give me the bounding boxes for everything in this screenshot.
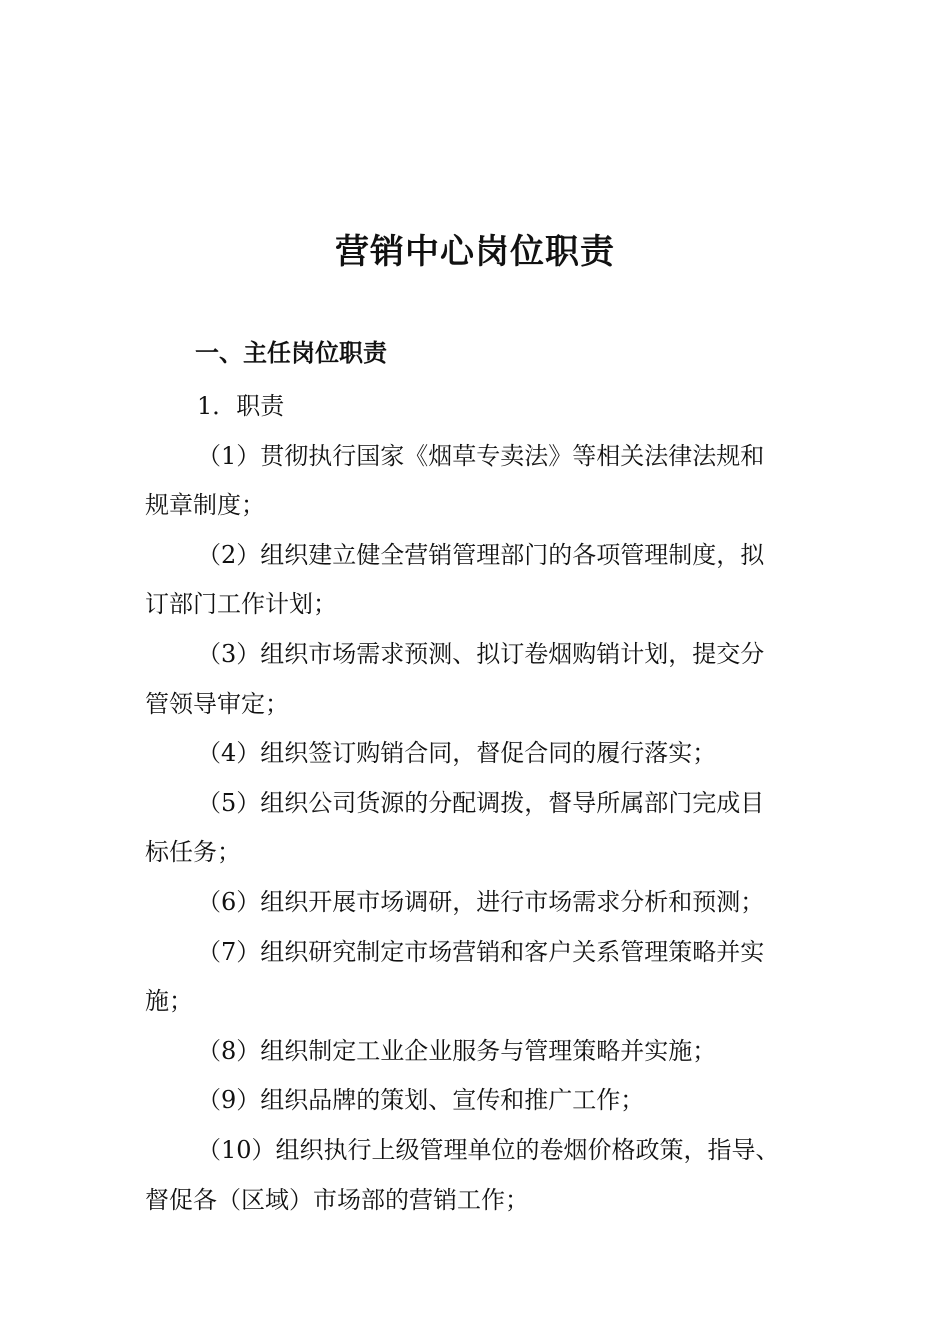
duty-item-10: （10）组织执行上级管理单位的卷烟价格政策，指导、 督促各（区域）市场部的营销工作；	[145, 1135, 780, 1214]
duty-item-4: （4）组织签订购销合同，督促合同的履行落实；	[197, 739, 717, 768]
document-body	[145, 382, 825, 1225]
duty-item-1: （1）贯彻执行国家《烟草专卖法》等相关法律法规和 规章制度；	[145, 441, 765, 520]
subheading-duties: 1．职责	[197, 392, 285, 420]
duty-item-2: （2）组织建立健全营销管理部门的各项管理制度，拟 订部门工作计划；	[145, 540, 765, 619]
duty-item-6: （6）组织开展市场调研，进行市场需求分析和预测；	[197, 887, 765, 916]
duty-item-7: （7）组织研究制定市场营销和客户关系管理策略并实 施；	[145, 937, 765, 1016]
duty-item-5: （5）组织公司货源的分配调拨，督导所属部门完成目 标任务；	[145, 788, 765, 867]
document-title: 营销中心岗位职责	[335, 232, 615, 272]
duty-item-8: （8）组织制定工业企业服务与管理策略并实施；	[197, 1036, 717, 1065]
duty-item-9: （9）组织品牌的策划、宣传和推广工作；	[197, 1086, 645, 1115]
section-heading: 一、主任岗位职责	[195, 338, 387, 367]
duty-item-3: （3）组织市场需求预测、拟订卷烟购销计划，提交分 管领导审定；	[145, 639, 765, 718]
